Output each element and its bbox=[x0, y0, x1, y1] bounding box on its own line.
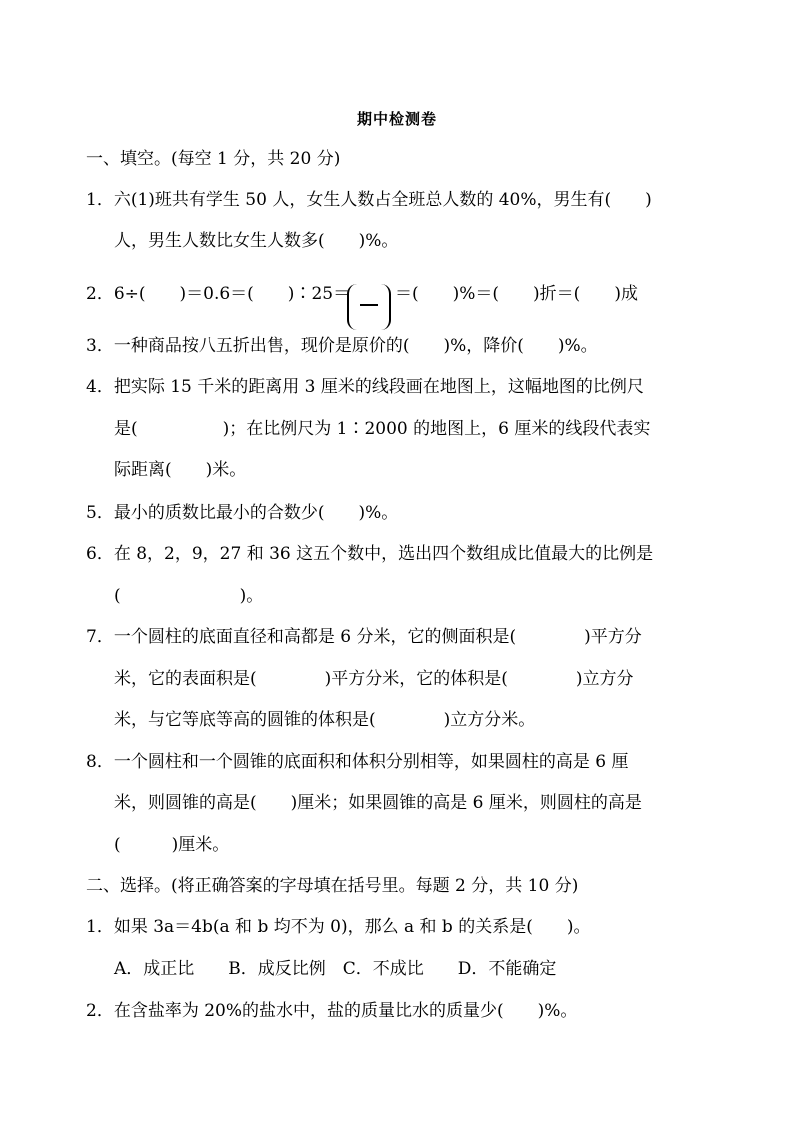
blank-fraction bbox=[347, 284, 391, 330]
choice-question-1: 1．如果 3a＝4b(a 和 b 均不为 0)，那么 a 和 b 的关系是( )。 bbox=[86, 917, 591, 937]
question-6-line-1: 6．在 8，2，9，27 和 36 这五个数中，选出四个数组成比值最大的比例是 bbox=[86, 544, 654, 564]
question-4-line-1: 4．把实际 15 千米的距离用 3 厘米的线段画在地图上，这幅地图的比例尺 bbox=[86, 377, 644, 397]
question-7-line-3: 米，与它等底等高的圆锥的体积是( )立方分米。 bbox=[114, 710, 536, 730]
question-2-part-b: ＝( )%＝( )折＝( )成 bbox=[395, 284, 638, 304]
question-6-line-2: ( )。 bbox=[114, 586, 264, 606]
question-8-line-1: 8．一个圆柱和一个圆锥的底面积和体积分别相等，如果圆柱的高是 6 厘 bbox=[86, 752, 629, 772]
question-8-line-3: ( )厘米。 bbox=[114, 835, 230, 855]
question-3: 3．一种商品按八五折出售，现价是原价的( )%，降价( )%。 bbox=[86, 336, 598, 356]
question-5: 5．最小的质数比最小的合数少( )%。 bbox=[86, 503, 399, 523]
question-4-line-3: 际距离( )米。 bbox=[114, 460, 247, 480]
question-4-line-2: 是( )；在比例尺为 1∶2000 的地图上，6 厘米的线段代表实 bbox=[114, 419, 651, 439]
section-heading-choice: 二、选择。(将正确答案的字母填在括号里。每题 2 分，共 10 分) bbox=[86, 876, 579, 896]
question-8-line-2: 米，则圆锥的高是( )厘米；如果圆锥的高是 6 厘米，则圆柱的高是 bbox=[114, 793, 642, 813]
question-1-line-1: 1．六(1)班共有学生 50 人，女生人数占全班总人数的 40%，男生有( ) bbox=[86, 190, 652, 210]
page-title: 期中检测卷 bbox=[356, 110, 437, 128]
question-7-line-2: 米，它的表面积是( )平方分米，它的体积是( )立方分 bbox=[114, 669, 634, 689]
question-7-line-1: 7．一个圆柱的底面直径和高都是 6 分米，它的侧面积是( )平方分 bbox=[86, 627, 642, 647]
question-2-part-a: 2．6÷( )＝0.6＝( )∶25＝ bbox=[86, 284, 351, 304]
choice-options: A．成正比 B．成反比例 C．不成比 D．不能确定 bbox=[114, 959, 557, 979]
choice-question-2: 2．在含盐率为 20%的盐水中，盐的质量比水的质量少( )%。 bbox=[86, 1001, 578, 1021]
section-heading-fill: 一、填空。(每空 1 分，共 20 分) bbox=[86, 149, 341, 169]
question-1-line-2: 人，男生人数比女生人数多( )%。 bbox=[114, 231, 399, 251]
